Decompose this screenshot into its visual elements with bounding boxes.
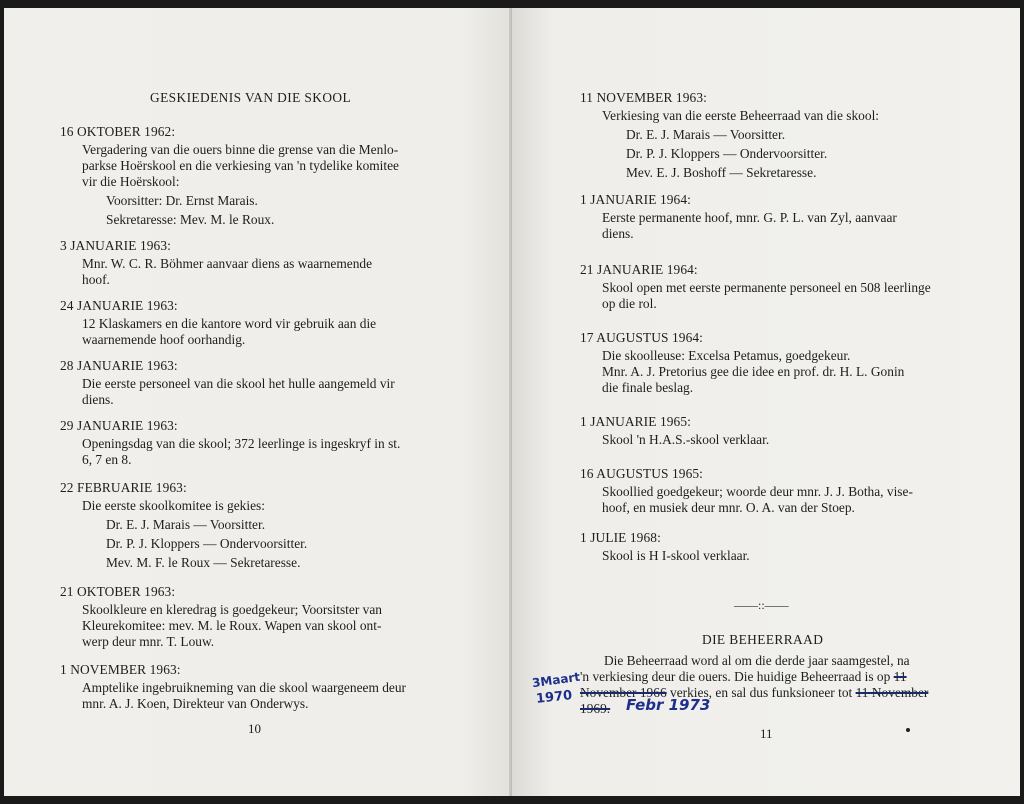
entry-date: 22 FEBRUARIE 1963: [60,480,187,495]
entry-line: Verkiesing van die eerste Beheerraad van die skool: [602,108,880,123]
entry-line: parkse Hoërskool en die verkiesing van 'n tydelike komitee [82,158,400,173]
entry-15 [580,530,970,564]
entry-text [60,602,450,650]
entry-text [60,680,450,712]
paragraph-line: Die Beheerraad word al om die derde jaar saamgestel, na [604,653,910,668]
entry-9 [580,90,970,184]
entry-10 [580,192,970,242]
entry-line: hoof, en musiek deur mnr. O. A. van der Stoep. [602,500,855,515]
entry-date: 1 NOVEMBER 1963: [60,662,181,677]
sub-line: Dr. P. J. Kloppers — Ondervoorsitter. [626,146,828,161]
entry-line: vir die Hoërskool: [82,174,180,189]
entry-date: 3 JANUARIE 1963: [60,238,171,253]
entry-text [60,316,450,348]
entry-date: 1 JANUARIE 1965: [580,414,691,429]
entry-sublist [580,127,970,181]
entry-3 [60,298,450,348]
entry-text [60,376,450,408]
entry-6 [60,480,450,574]
sub-line: Dr. E. J. Marais — Voorsitter. [626,127,786,142]
entry-5 [60,418,450,468]
entry-line: Amptelike ingebruikneming van die skool waargeneem deur [82,680,407,695]
entry-date: 1 JANUARIE 1964: [580,192,691,207]
entry-11 [580,262,970,312]
struck-date: 11 [893,669,907,684]
entry-line: Skool is H I-skool verklaar. [602,548,750,563]
entry-text [60,436,450,468]
ink-dot [906,728,910,732]
handwritten-note: 3Maart [531,669,581,691]
entry-date: 21 OKTOBER 1963: [60,584,176,599]
paragraph-text: verkies, en sal dus funksioneer tot [670,685,853,700]
page-heading: GESKIEDENIS VAN DIE SKOOL [150,90,352,105]
entry-14 [580,466,970,516]
entry-line: die finale beslag. [602,380,694,395]
entry-line: 12 Klaskamers en die kantore word vir gebruik aan die [82,316,377,331]
sub-line: Voorsitter: Dr. Ernst Marais. [106,193,258,208]
sub-line: Sekretaresse: Mev. M. le Roux. [106,212,275,227]
entry-text [580,432,970,448]
entry-line: Skool open met eerste permanente personeel en 508 leerlinge [602,280,931,295]
entry-line: op die rol. [602,296,657,311]
handwritten-note: Febr 1973 [626,696,711,714]
entry-text [60,256,450,288]
entry-date: 24 JANUARIE 1963: [60,298,178,313]
entry-12 [580,330,970,396]
entry-line: Kleurekomitee: mev. M. le Roux. Wapen van skool ont- [82,618,382,633]
entry-line: Eerste permanente hoof, mnr. G. P. L. van Zyl, aanvaar [602,210,897,225]
handwritten-note: 1970 [535,688,573,707]
entry-line: Die eerste skoolkomitee is gekies: [82,498,265,513]
entry-date: 1 JULIE 1968: [580,530,661,545]
left-page [4,8,512,796]
entry-line: Mnr. W. C. R. Böhmer aanvaar diens as waarnemende [82,256,373,271]
entry-line: Mnr. A. J. Pretorius gee die idee en prof. dr. H. L. Gonin [602,364,905,379]
entry-7 [60,584,450,650]
entry-date: 28 JANUARIE 1963: [60,358,178,373]
entry-line: Skoolkleure en kleredrag is goedgekeur; Voorsitster van [82,602,382,617]
entry-8 [60,662,450,712]
entry-text [580,108,970,124]
entry-line: Skoollied goedgekeur; woorde deur mnr. J. J. Botha, vise- [602,484,913,499]
sub-line: Mev. M. F. le Roux — Sekretaresse. [106,555,301,570]
entry-date: 16 OKTOBER 1962: [60,124,176,139]
entry-line: Vergadering van die ouers binne die grense van die Menlo- [82,142,399,157]
entry-13 [580,414,970,448]
entry-text [580,348,970,396]
page-number: 10 [248,721,261,736]
entry-text [580,484,970,516]
section-divider: ——::—— [734,598,789,612]
entry-4 [60,358,450,408]
struck-date: 1969. [580,701,611,716]
entry-text [580,548,970,564]
entry-line: werp deur mnr. T. Louw. [82,634,215,649]
struck-date: November 1966 [580,685,667,700]
entry-line: waarnemende hoof oorhandig. [82,332,246,347]
entry-sublist [60,517,450,571]
entry-text [60,498,450,514]
section-heading: DIE BEHEERRAAD [702,632,824,647]
entry-line: 6, 7 en 8. [82,452,132,467]
entry-line: Die skoolleuse: Excelsa Petamus, goedgekeur. [602,348,851,363]
entry-line: mnr. A. J. Koen, Direkteur van Onderwys. [82,696,309,711]
entry-text [60,142,450,190]
page-number: 11 [760,726,773,741]
struck-date: 11 November [855,685,929,700]
sub-line: Mev. E. J. Boshoff — Sekretaresse. [626,165,817,180]
entry-line: Openingsdag van die skool; 372 leerlinge is ingeskryf in st. [82,436,401,451]
entry-date: 17 AUGUSTUS 1964: [580,330,703,345]
entry-date: 21 JANUARIE 1964: [580,262,698,277]
entry-date: 16 AUGUSTUS 1965: [580,466,703,481]
entry-line: diens. [602,226,634,241]
entry-line: diens. [82,392,114,407]
entry-date: 11 NOVEMBER 1963: [580,90,707,105]
entry-line: Skool 'n H.A.S.-skool verklaar. [602,432,770,447]
right-page [512,8,1020,796]
paragraph-line [580,669,984,685]
entry-text [580,280,970,312]
sub-line: Dr. E. J. Marais — Voorsitter. [106,517,266,532]
entry-line: Die eerste personeel van die skool het hulle aangemeld vir [82,376,395,391]
paragraph-text: 'n verkiesing deur die ouers. Die huidige Beheerraad is op [580,669,891,684]
sub-line: Dr. P. J. Kloppers — Ondervoorsitter. [106,536,308,551]
entry-date: 29 JANUARIE 1963: [60,418,178,433]
entry-sublist [60,193,450,228]
entry-2 [60,238,450,288]
entry-line: hoof. [82,272,110,287]
entry-1 [60,124,450,231]
entry-text [580,210,970,242]
